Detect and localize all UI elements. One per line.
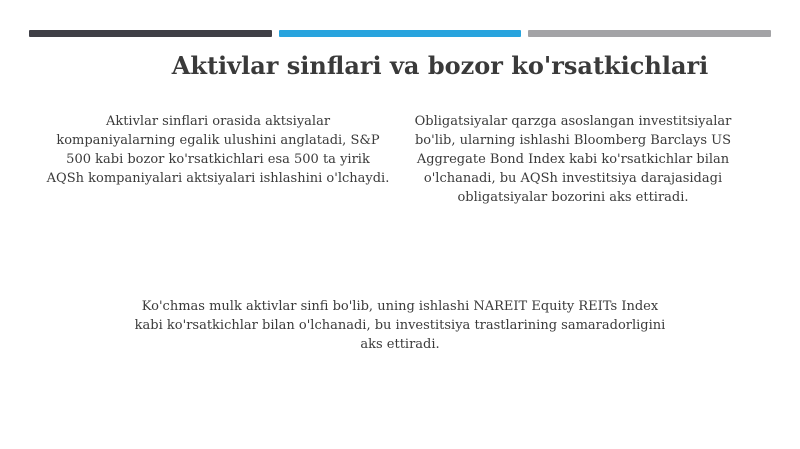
accent-bar-dark bbox=[29, 30, 272, 37]
paragraph-real-estate: Ko'chmas mulk aktivlar sinfi bo'lib, uning ishlashi NAREIT Equity REITs Index kabi ko'rsatkichlar bilan o'lchanadi, bu investitsiya trastlarining samaradorligini aks ettiradi. bbox=[134, 299, 666, 352]
accent-bar-gray bbox=[528, 30, 771, 37]
paragraph-stocks: Aktivlar sinflari orasida aktsiyalar kompaniyalarning egalik ulushini anglatadi, S&P 500 kabi bozor ko'rsatkichlari esa 500 ta yirik AQSh kompaniyalari aktsiyalari ishlashini o'lchaydi. bbox=[46, 114, 390, 186]
paragraph-bonds: Obligatsiyalar qarzga asoslangan investitsiyalar bo'lib, ularning ishlashi Bloomberg Barclays US Aggregate Bond Index kabi ko'rsatkichlar bilan o'lchanadi, bu AQSh investitsiya darajasidagi obligatsiyalar bozorini aks ettiradi. bbox=[414, 114, 732, 205]
slide-title: Aktivlar sinflari va bozor ko'rsatkichlari bbox=[171, 51, 709, 80]
accent-bar-blue bbox=[279, 30, 521, 37]
